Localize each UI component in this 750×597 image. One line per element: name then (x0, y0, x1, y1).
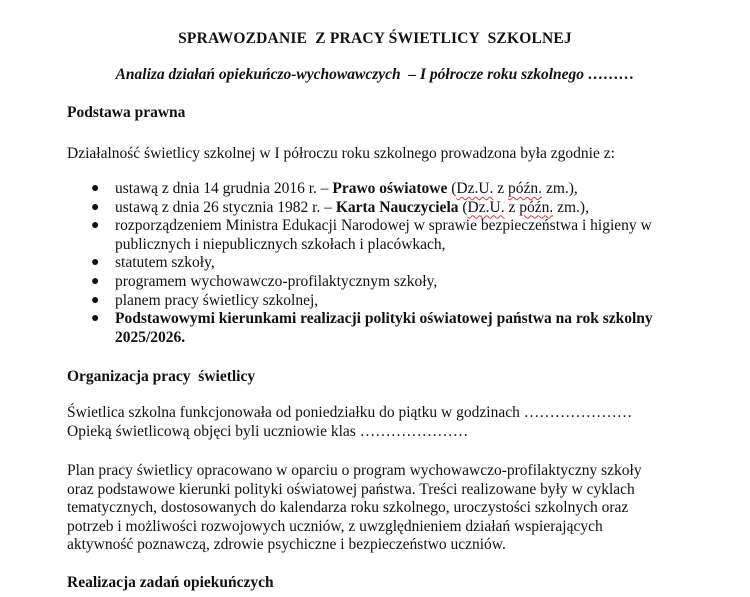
working-hours-line: Świetlica szkolna funkcjonowała od poniedziałku do piątku w godzinach ………………… (67, 404, 633, 421)
list-item-bold: Karta Nauczyciela (335, 198, 459, 216)
list-item-text: publicznych i niepublicznych szkołach i placówkach, (115, 235, 446, 253)
bullet-icon: ● (91, 311, 100, 327)
list-item-bold: Prawo oświatowe (332, 180, 448, 197)
plan-line: tematycznych, dostosowanych do kalendarza roku szkolnego, uroczystości szkolnych oraz (67, 499, 629, 516)
list-item (67, 199, 697, 218)
working-hours-paragraph (67, 404, 717, 441)
spellcheck-word: Dz.U. (456, 180, 494, 197)
bullet-icon: ● (91, 181, 100, 196)
list-item-text: ( (447, 180, 457, 197)
list-item-text: statutem szkoły, (115, 254, 215, 272)
bullet-icon: ● (91, 273, 100, 289)
spellcheck-word: Dz.U. (467, 198, 505, 216)
plan-line: aktywność poznawczą, zdrowie psychiczne i bezpieczeństwo uczniów. (67, 536, 506, 553)
list-item-text: z (493, 180, 509, 197)
legal-basis-list (67, 180, 697, 347)
plan-line: oraz podstawowe kierunki polityki oświatowej państwa. Treści realizowane były w cyklach (67, 480, 635, 498)
list-item-text: planem pracy świetlicy szkolnej, (115, 291, 319, 309)
bullet-icon: ● (91, 255, 100, 271)
organization-heading: Organizacja pracy świetlicy (67, 368, 256, 385)
bullet-icon: ● (91, 292, 100, 308)
list-item-text: zm.), (553, 198, 589, 216)
report-subtitle: Analiza działań opiekuńczo-wychowawczych – I półrocze roku szkolnego ……… (115, 66, 635, 83)
plan-line: Plan pracy świetlicy opracowano w oparciu o program wychowawczo-profilaktyczny szkoły (67, 462, 642, 479)
bullet-icon: ● (91, 199, 100, 215)
legal-basis-heading: Podstawa prawna (67, 104, 186, 121)
list-item-text: ustawą z dnia 14 grudnia 2016 r. – (115, 180, 333, 197)
list-item-text: zm.), (542, 180, 578, 197)
report-title: SPRAWOZDANIE Z PRACY ŚWIETLICY SZKOLNEJ (178, 30, 572, 47)
care-tasks-heading: Realizacja zadań opiekuńczych (67, 574, 274, 591)
list-item (67, 180, 697, 199)
plan-paragraph (67, 462, 717, 555)
list-item-text: rozporządzeniem Ministra Edukacji Narodowej w sprawie bezpieczeństwa i higieny w (115, 217, 652, 235)
list-item (67, 273, 697, 292)
list-item (67, 310, 697, 347)
list-item (67, 254, 697, 273)
spellcheck-word: późn. (519, 198, 554, 216)
list-item (67, 217, 697, 254)
bullet-icon: ● (91, 218, 100, 234)
classes-line: Opieką świetlicową objęci byli uczniowie klas ………………… (67, 422, 469, 440)
list-item-bold: Podstawowymi kierunkami realizacji polityki oświatowej państwa na rok szkolny (115, 310, 653, 328)
list-item-bold: 2025/2026. (115, 328, 186, 346)
list-item-text: z (504, 198, 520, 216)
list-item-text: ustawą z dnia 26 stycznia 1982 r. – (115, 198, 336, 216)
list-item-text: ( (458, 198, 468, 216)
list-item (67, 292, 697, 311)
legal-basis-intro: Działalność świetlicy szkolnej w I półroczu roku szkolnego prowadzona była zgodnie z: (67, 145, 615, 162)
spellcheck-word: późn. (508, 180, 543, 197)
plan-line: potrzeb i możliwości rozwojowych uczniów, z uwzględnieniem działań wspierających (67, 517, 603, 535)
list-item-text: programem wychowawczo-profilaktycznym szkoły, (115, 272, 438, 290)
